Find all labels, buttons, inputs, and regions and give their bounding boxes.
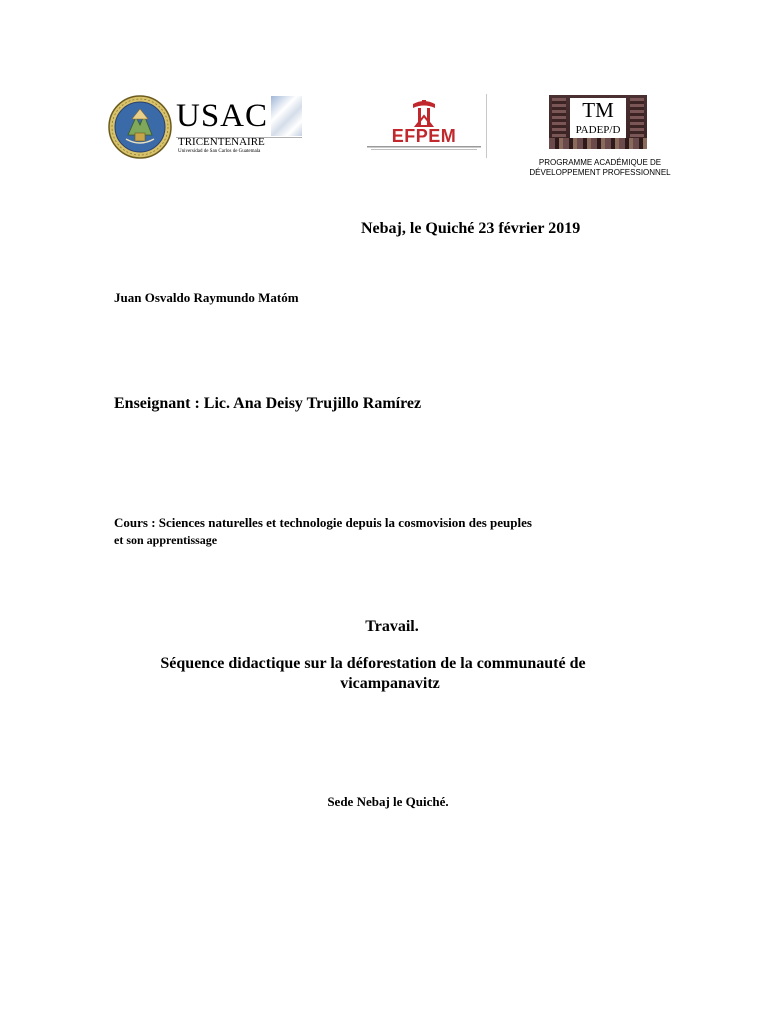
usac-tagline: Universidad de San Carlos de Guatemala (178, 149, 261, 154)
usac-title: USAC (176, 98, 269, 134)
efpem-logo (361, 94, 487, 158)
date-line: Nebaj, le Quiché 23 février 2019 (361, 220, 581, 237)
author-name: Juan Osvaldo Raymundo Matóm (114, 290, 299, 305)
tm-label-panel (570, 122, 626, 138)
tm-label: PADEP/D (575, 124, 621, 136)
tm-mark: TM (582, 98, 614, 122)
program-name-line1: PROGRAMME ACADÉMIQUE DE (538, 158, 662, 167)
tm-logo-bottom-pattern (549, 138, 647, 149)
work-title-line-1: Séquence didactique sur la déforestation de la communauté de (160, 655, 586, 672)
usac-wordmark (176, 96, 302, 160)
tm-padep-logo (549, 95, 647, 149)
program-name-line2: DÉVELOPPEMENT PROFESSIONNEL (529, 168, 671, 177)
tm-logo-right-pattern (630, 98, 644, 138)
teacher-line: Enseignant : Lic. Ana Deisy Trujillo Ramírez (114, 395, 422, 412)
svg-text:EFPEM: EFPEM (391, 126, 457, 146)
efpem-emblem-icon (361, 94, 487, 158)
course-line-2: et son apprentissage (114, 533, 218, 547)
location-line: Sede Nebaj le Quiché. (327, 794, 449, 809)
work-title-line-2: vicampanavitz (340, 675, 440, 692)
usac-wordmark-overlay (271, 96, 302, 136)
work-label: Travail. (365, 618, 419, 635)
usac-seal-logo (108, 95, 172, 159)
tm-mark-panel (570, 98, 626, 122)
efpem-divider (486, 94, 487, 158)
usac-subtitle: TRICENTENAIRE (178, 136, 265, 148)
tm-logo-left-pattern (552, 98, 566, 138)
course-line-1: Cours : Sciences naturelles et technologie depuis la cosmovision des peuples (114, 515, 532, 530)
